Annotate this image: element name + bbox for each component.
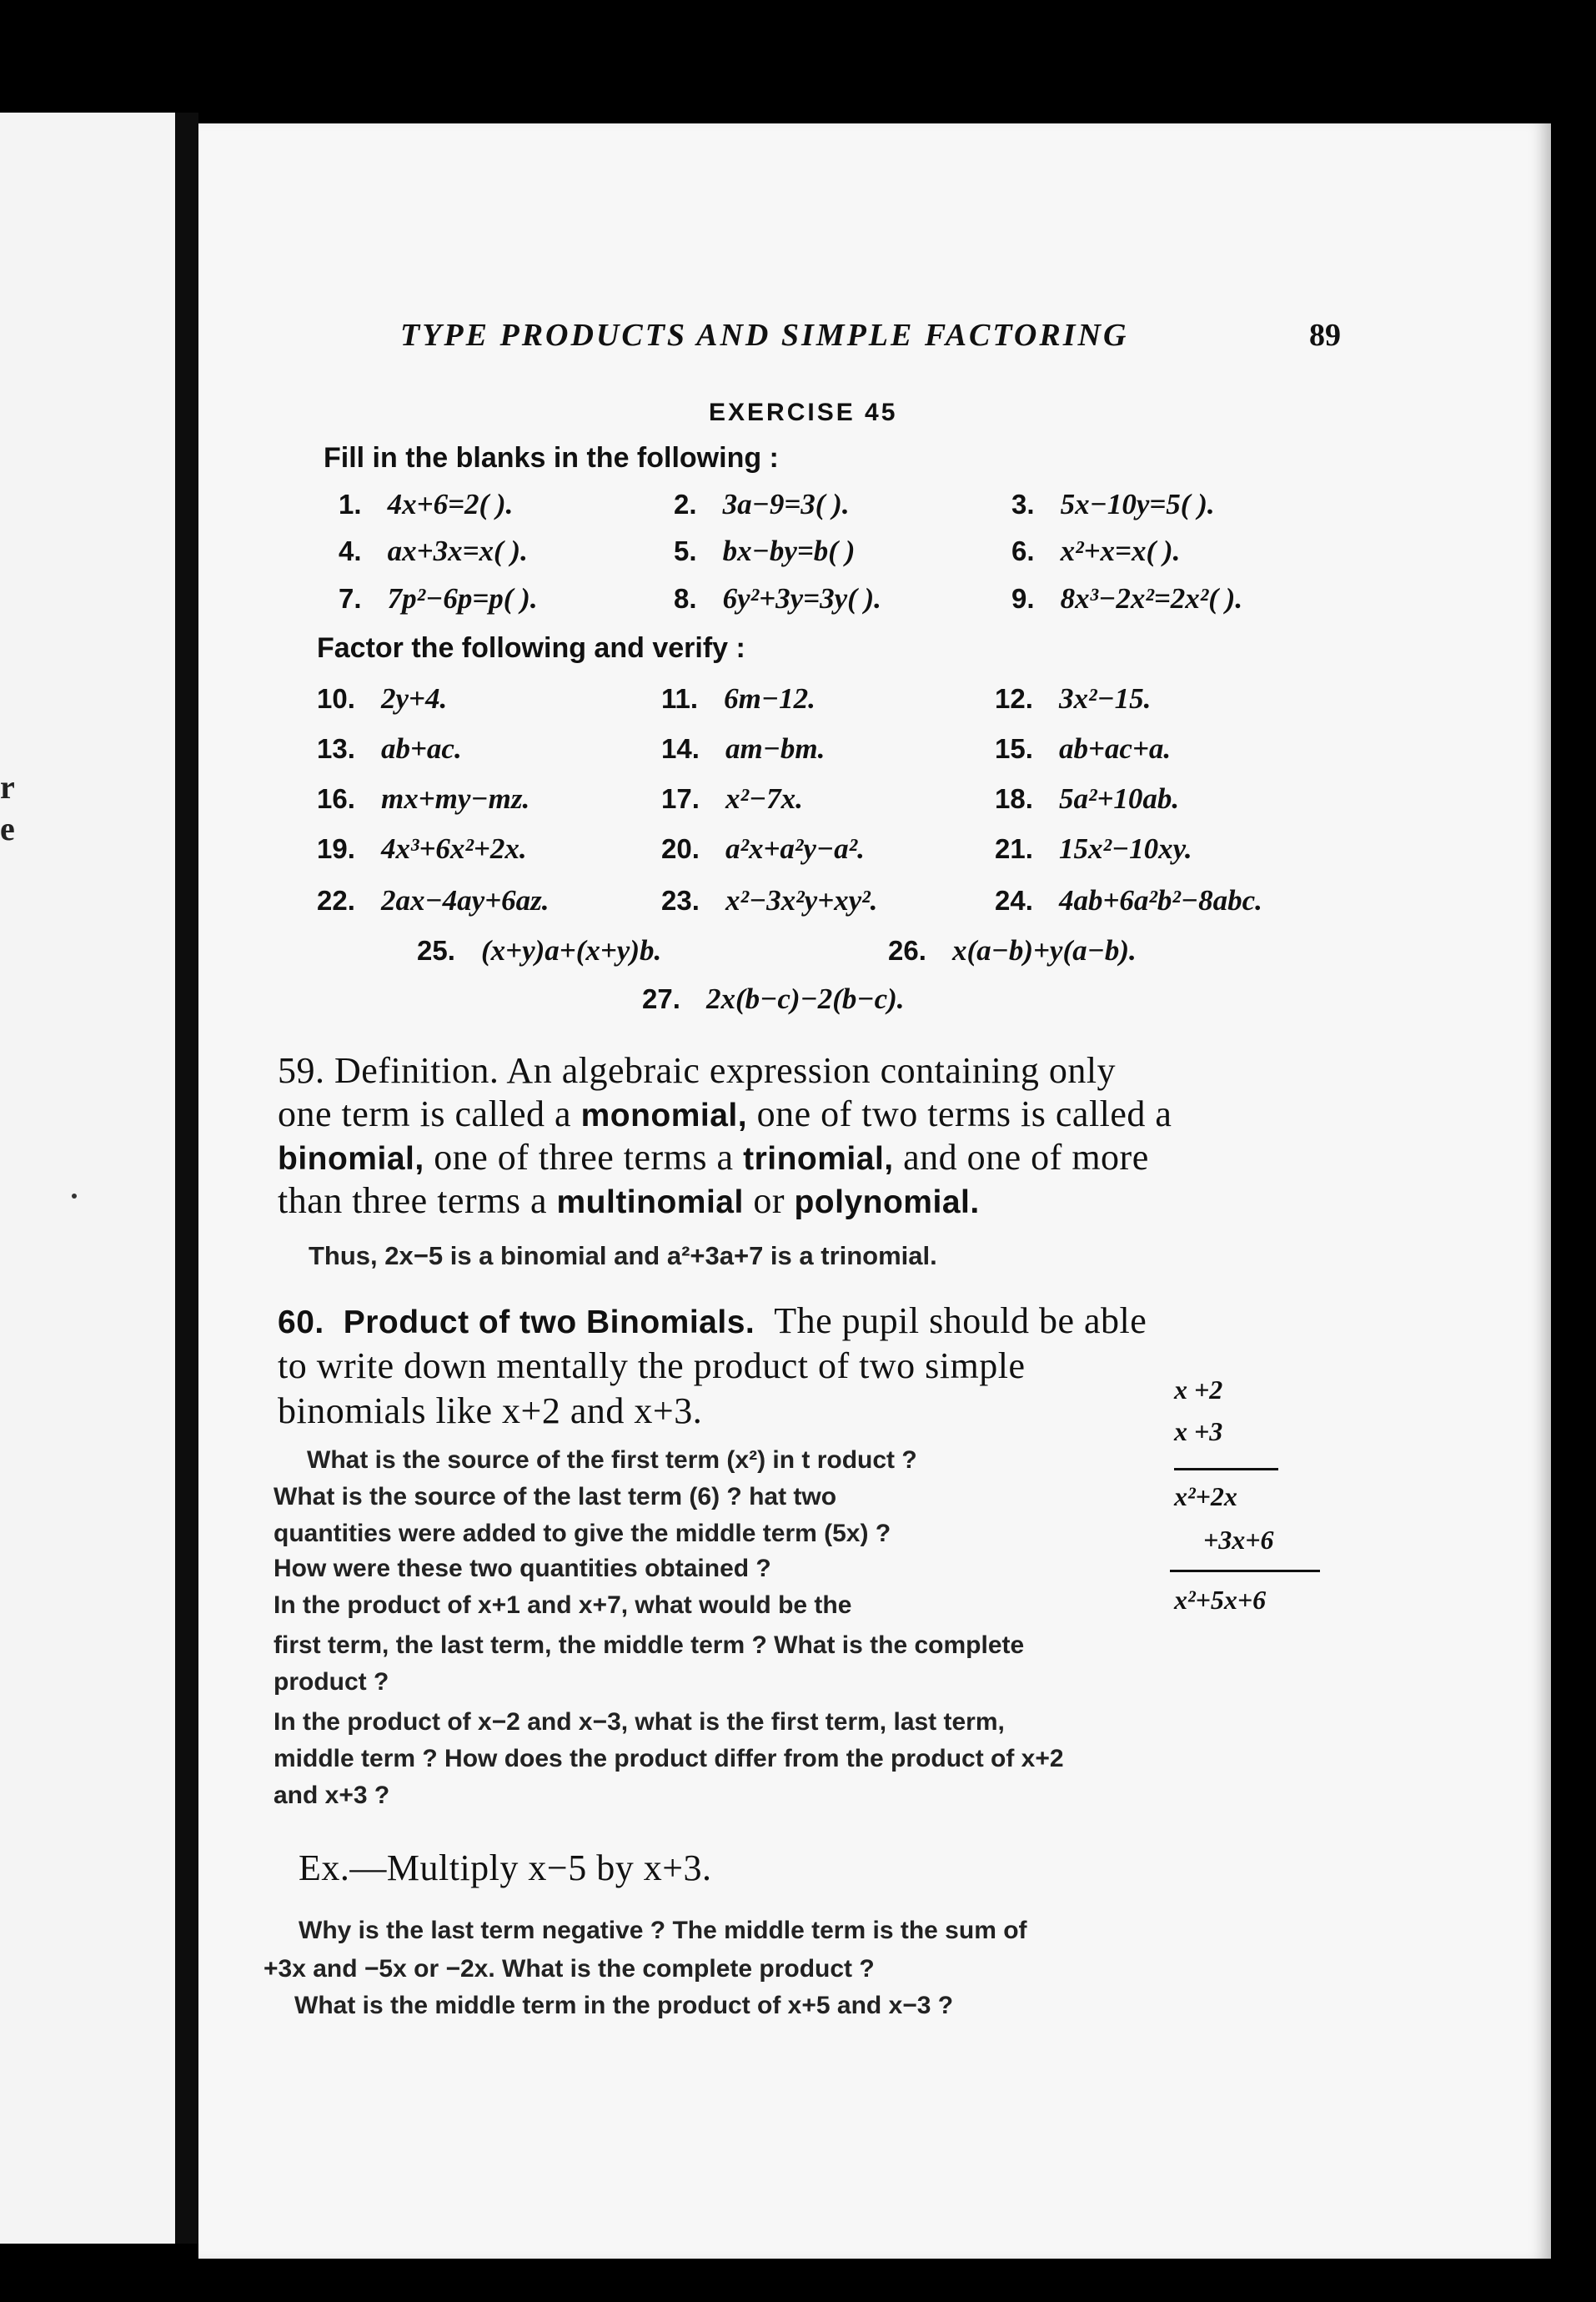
- section60-line: binomials like x+2 and x+3.: [278, 1390, 703, 1431]
- exercise-item: 6. x²+x=x( ).: [1011, 535, 1181, 567]
- example-line: Ex.—Multiply x−5 by x+3.: [299, 1847, 712, 1888]
- exercise-item: 3. 5x−10y=5( ).: [1011, 488, 1215, 520]
- exercise-item: 9. 8x³−2x²=2x²( ).: [1011, 582, 1243, 615]
- exercise-item: 24. 4ab+6a²b²−8abc.: [995, 884, 1262, 917]
- example-question: What is the middle term in the product of x+5 and x−3 ?: [294, 1992, 954, 2019]
- instruction-factor: Factor the following and verify :: [317, 632, 745, 664]
- work-row: +3x+6: [1203, 1525, 1274, 1555]
- exercise-item: 27. 2x(b−c)−2(b−c).: [642, 983, 905, 1015]
- section59-line: one term is called a monomial, one of two terms is called a: [278, 1093, 1172, 1134]
- question-line: middle term ? How does the product differ from the product of x+2: [274, 1745, 1064, 1772]
- book-spine: [175, 113, 198, 2244]
- exercise-item: 8. 6y²+3y=3y( ).: [674, 582, 881, 615]
- question-line: product ?: [274, 1668, 389, 1696]
- exercise-item: 22. 2ax−4ay+6az.: [317, 884, 550, 917]
- running-header: TYPE PRODUCTS AND SIMPLE FACTORING: [400, 318, 1129, 353]
- question-line: What is the source of the first term (x²) in t roduct ?: [307, 1446, 917, 1474]
- exercise-item: 2. 3a−9=3( ).: [674, 488, 850, 520]
- left-page-fragment: r: [0, 768, 15, 806]
- example-question: Why is the last term negative ? The middle term is the sum of: [299, 1917, 1027, 1944]
- exercise-item: 4. ax+3x=x( ).: [339, 535, 528, 567]
- work-rule: [1170, 1570, 1320, 1572]
- work-rule: [1174, 1468, 1278, 1470]
- example-question: +3x and −5x or −2x. What is the complete product ?: [263, 1955, 875, 1983]
- exercise-item: 20. a²x+a²y−a².: [661, 832, 865, 865]
- print-speck: [72, 1194, 77, 1199]
- exercise-item: 15. ab+ac+a.: [995, 732, 1172, 765]
- question-line: How were these two quantities obtained ?: [274, 1555, 771, 1582]
- exercise-item: 23. x²−3x²y+xy².: [661, 884, 878, 917]
- question-line: quantities were added to give the middle term (5x) ?: [274, 1520, 891, 1547]
- exercise-item: 21. 15x²−10xy.: [995, 832, 1192, 865]
- page-number: 89: [1309, 318, 1341, 353]
- section59-line: 59. Definition. An algebraic expression containing only: [278, 1050, 1117, 1091]
- work-row: x +2: [1174, 1375, 1223, 1405]
- exercise-item: 5. bx−by=b( ): [674, 535, 856, 567]
- exercise-item: 7. 7p²−6p=p( ).: [339, 582, 538, 615]
- instruction-fill: Fill in the blanks in the following :: [324, 442, 779, 474]
- section60-line: to write down mentally the product of two simple: [278, 1345, 1026, 1386]
- exercise-item: 1. 4x+6=2( ).: [339, 488, 514, 520]
- exercise-item: 19. 4x³+6x²+2x.: [317, 832, 527, 865]
- exercise-item: 17. x²−7x.: [661, 782, 803, 815]
- left-page-fragment: e: [0, 810, 15, 847]
- question-line: first term, the last term, the middle term ? What is the complete: [274, 1631, 1025, 1659]
- question-line: and x+3 ?: [274, 1782, 390, 1809]
- section59-line: than three terms a multinomial or polynomial.: [278, 1180, 980, 1221]
- exercise-item: 26. x(a−b)+y(a−b).: [888, 934, 1137, 967]
- exercise-item: 16. mx+my−mz.: [317, 782, 530, 815]
- exercise-item: 12. 3x²−15.: [995, 682, 1152, 715]
- exercise-item: 11. 6m−12.: [661, 682, 816, 715]
- exercise-item: 14. am−bm.: [661, 732, 826, 765]
- section59-example: Thus, 2x−5 is a binomial and a²+3a+7 is a trinomial.: [309, 1241, 937, 1270]
- exercise-item: 10. 2y+4.: [317, 682, 448, 715]
- section59-line: binomial, one of three terms a trinomial, and one of more: [278, 1137, 1149, 1178]
- work-row: x²+2x: [1174, 1481, 1237, 1511]
- exercise-heading: EXERCISE 45: [709, 399, 898, 426]
- section60-title-line: 60. Product of two Binomials. The pupil should be able: [278, 1300, 1147, 1341]
- left-page: [0, 113, 175, 2244]
- question-line: In the product of x−2 and x−3, what is the first term, last term,: [274, 1708, 1005, 1736]
- exercise-item: 25. (x+y)a+(x+y)b.: [417, 934, 662, 967]
- exercise-item: 13. ab+ac.: [317, 732, 462, 765]
- work-row: x²+5x+6: [1174, 1585, 1267, 1615]
- question-line: What is the source of the last term (6) ? hat two: [274, 1483, 837, 1510]
- work-row: x +3: [1174, 1416, 1223, 1446]
- question-line: In the product of x+1 and x+7, what would be the: [274, 1591, 852, 1619]
- exercise-item: 18. 5a²+10ab.: [995, 782, 1180, 815]
- book-page: [198, 123, 1551, 2259]
